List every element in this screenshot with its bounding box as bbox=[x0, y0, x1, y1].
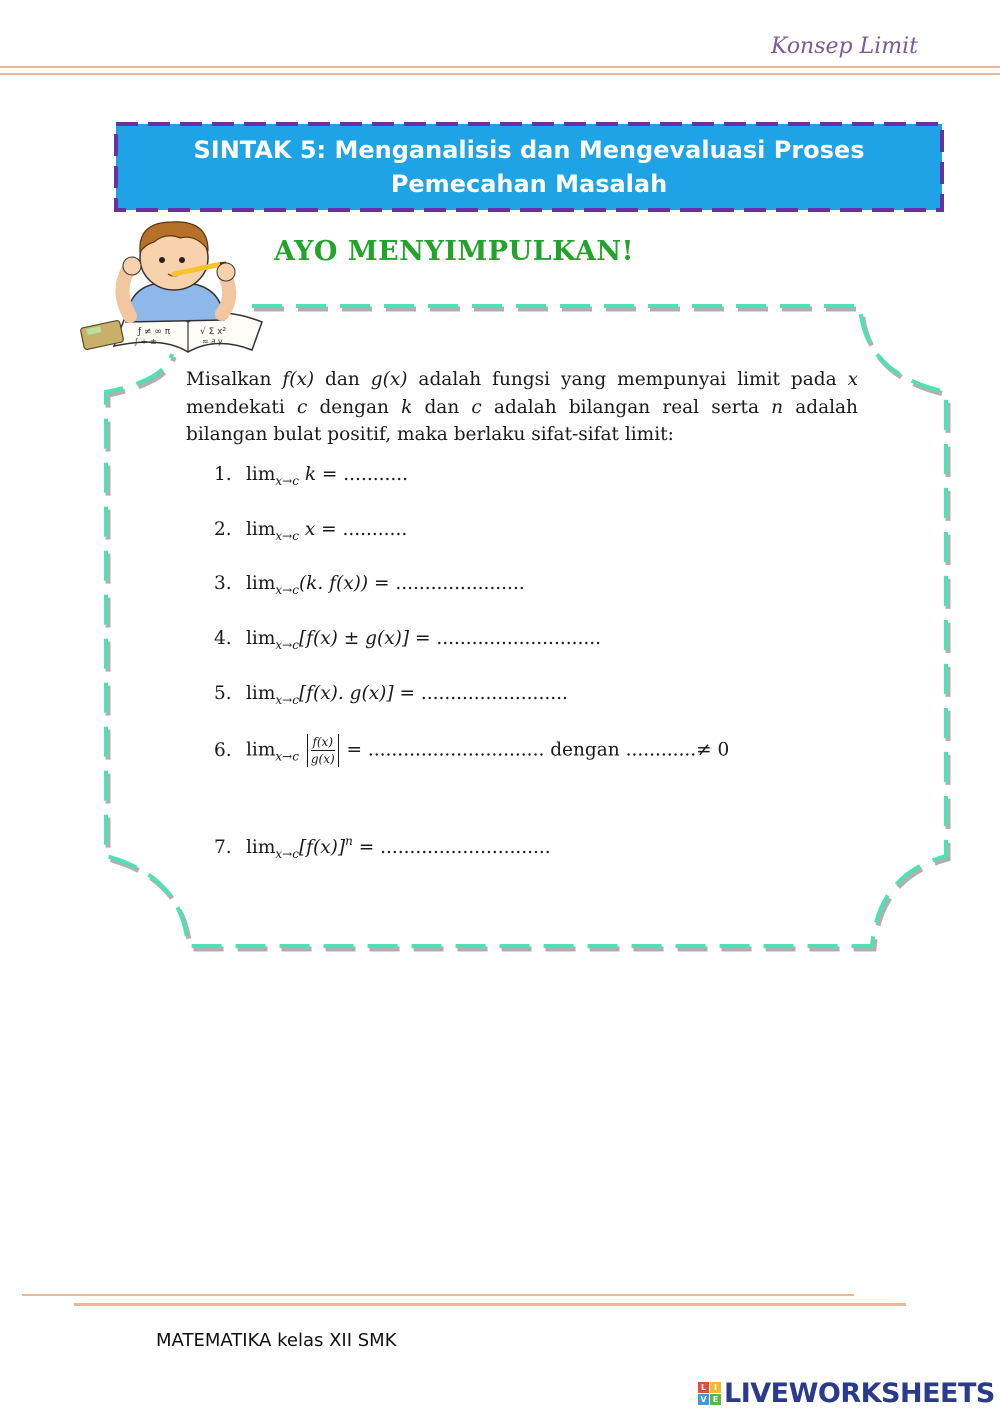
item-expression: x = bbox=[298, 519, 343, 540]
fraction bbox=[307, 734, 339, 767]
item-expression-equals: = bbox=[352, 837, 381, 858]
svg-text:ƒ ≠ ∞ π: ƒ ≠ ∞ π bbox=[138, 327, 171, 337]
lim-operator: lim bbox=[246, 573, 276, 594]
limit-item bbox=[214, 734, 729, 767]
header-rule-upper bbox=[0, 66, 1000, 68]
limit-item bbox=[214, 834, 551, 861]
footer-rule-upper bbox=[22, 1294, 854, 1296]
answer-blank[interactable]: ........... bbox=[343, 464, 408, 485]
answer-blank[interactable]: .............................. dengan ............≠ 0 bbox=[367, 739, 730, 761]
lim-operator: lim bbox=[246, 464, 276, 485]
intro-paragraph: Misalkan f(x) dan g(x) adalah fungsi yang mempunyai limit pada x mendekati c dengan k dan c adalah bilangan real serta n adalah bilangan bulat positif, maka berlaku sifat-sifat limit: bbox=[186, 369, 858, 445]
limit-item bbox=[214, 519, 407, 543]
item-expression: [f(x). g(x)] = bbox=[298, 683, 421, 704]
item-number: 1. bbox=[214, 464, 232, 485]
lim-operator: lim bbox=[246, 519, 276, 540]
answer-blank[interactable]: ........... bbox=[342, 519, 408, 540]
sintak-line-2: Pemecahan Masalah bbox=[390, 170, 668, 198]
lim-operator: lim bbox=[246, 628, 276, 649]
item-number: 4. bbox=[214, 628, 232, 649]
item-number: 5. bbox=[214, 683, 232, 704]
answer-blank[interactable]: ......................... bbox=[420, 683, 568, 704]
ayo-title: AYO MENYIMPULKAN! bbox=[274, 236, 634, 267]
limit-item bbox=[214, 573, 525, 597]
lim-subscript: x→c bbox=[275, 693, 299, 707]
svg-text:≈ ∂ y: ≈ ∂ y bbox=[202, 337, 223, 346]
answer-blank[interactable]: ............................. bbox=[380, 837, 551, 858]
lim-operator: lim bbox=[246, 837, 276, 858]
footer-text: MATEMATIKA kelas XII SMK bbox=[156, 1330, 397, 1351]
header-rule-lower bbox=[0, 73, 1000, 75]
lim-subscript: x→c bbox=[275, 638, 299, 652]
exponent: n bbox=[345, 834, 353, 848]
liveworksheets-wordmark: LIVEWORKSHEETS bbox=[724, 1377, 995, 1409]
lim-subscript: x→c bbox=[275, 583, 299, 597]
item-expression: [f(x) ± g(x)] = bbox=[298, 628, 437, 649]
footer-rule-lower bbox=[74, 1303, 906, 1306]
sintak-banner-border bbox=[112, 120, 946, 214]
item-number: 2. bbox=[214, 519, 232, 540]
answer-blank[interactable]: ............................ bbox=[436, 628, 601, 649]
item-number: 6. bbox=[214, 739, 232, 761]
fraction-denominator: g(x) bbox=[310, 752, 335, 766]
liveworksheets-logo[interactable] bbox=[698, 1376, 995, 1410]
liveworksheets-icon: L I V E bbox=[698, 1382, 721, 1405]
item-expression: = bbox=[340, 739, 368, 761]
fraction-bar bbox=[311, 750, 335, 751]
header-title: Konsep Limit bbox=[770, 34, 918, 59]
sintak-line-1: SINTAK 5: Menganalisis dan Mengevaluasi Proses bbox=[193, 136, 865, 164]
svg-text:∫ ÷ ±: ∫ ÷ ± bbox=[134, 337, 157, 346]
item-number: 7. bbox=[214, 837, 232, 858]
lim-subscript: x→c bbox=[275, 847, 299, 861]
limit-item bbox=[214, 464, 408, 488]
item-expression: [f(x)] bbox=[298, 837, 346, 858]
limit-item bbox=[214, 683, 568, 707]
lim-subscript: x→c bbox=[275, 529, 299, 543]
item-expression: (k. f(x)) = bbox=[298, 573, 396, 594]
lim-subscript: x→c bbox=[275, 749, 299, 764]
item-expression: k = bbox=[298, 464, 344, 485]
fraction-numerator: f(x) bbox=[312, 735, 334, 749]
item-number: 3. bbox=[214, 573, 232, 594]
svg-text:√ Σ x²: √ Σ x² bbox=[200, 327, 227, 337]
lim-operator: lim bbox=[246, 739, 276, 761]
lim-operator: lim bbox=[246, 683, 276, 704]
answer-blank[interactable]: ...................... bbox=[395, 573, 525, 594]
lim-subscript: x→c bbox=[275, 474, 299, 488]
boy-studying-illustration bbox=[76, 212, 272, 362]
limit-item bbox=[214, 628, 601, 652]
